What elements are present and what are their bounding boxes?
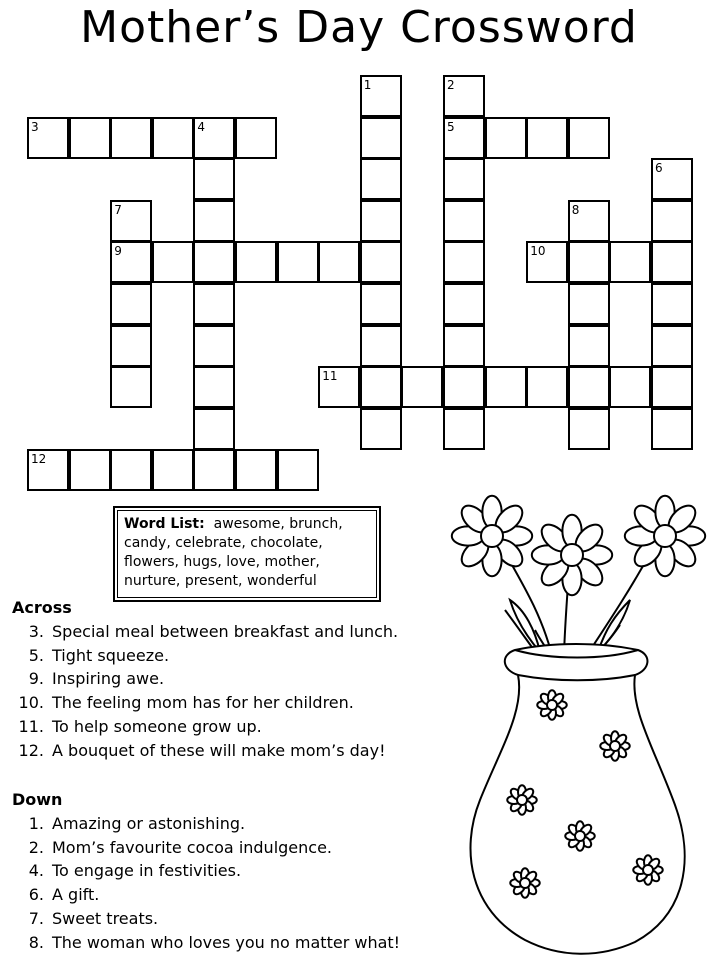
clue-number: 7. xyxy=(28,908,44,928)
crossword-cell[interactable] xyxy=(110,117,152,159)
crossword-cell[interactable] xyxy=(443,366,485,408)
crossword-cell[interactable] xyxy=(152,449,194,491)
crossword-cell[interactable] xyxy=(568,325,610,367)
across-clue xyxy=(12,691,462,715)
crossword-cell[interactable] xyxy=(360,200,402,242)
down-clue xyxy=(12,931,462,955)
across-clue xyxy=(12,739,462,763)
crossword-cell[interactable] xyxy=(110,325,152,367)
across-clue xyxy=(12,644,462,668)
clue-number: 10 xyxy=(530,244,546,259)
crossword-cell[interactable] xyxy=(110,241,152,283)
crossword-cell[interactable] xyxy=(443,75,485,117)
word-list-line: flowers, hugs, love, mother, xyxy=(124,554,320,570)
clue-text: A gift. xyxy=(52,885,100,905)
clue-number: 3 xyxy=(31,119,39,134)
clue-number: 5. xyxy=(28,645,44,665)
crossword-cell[interactable] xyxy=(27,449,69,491)
clue-number: 11. xyxy=(18,716,44,736)
crossword-cell[interactable] xyxy=(401,366,443,408)
crossword-cell[interactable] xyxy=(235,449,277,491)
crossword-cell[interactable] xyxy=(193,241,235,283)
page-title: Mother’s Day Crossword xyxy=(80,2,638,53)
crossword-cell[interactable] xyxy=(27,117,69,159)
clue-text: A bouquet of these will make mom’s day! xyxy=(52,740,386,760)
clue-text: To help someone grow up. xyxy=(52,716,262,736)
crossword-cell[interactable] xyxy=(193,366,235,408)
word-list-label: Word List: xyxy=(124,516,205,532)
crossword-cell[interactable] xyxy=(110,200,152,242)
crossword-cell[interactable] xyxy=(526,366,568,408)
crossword-cell[interactable] xyxy=(443,158,485,200)
crossword-cell[interactable] xyxy=(651,325,693,367)
crossword-cell[interactable] xyxy=(651,200,693,242)
crossword-cell[interactable] xyxy=(651,241,693,283)
crossword-cell[interactable] xyxy=(69,449,111,491)
crossword-cell[interactable] xyxy=(193,158,235,200)
clue-number: 5 xyxy=(447,119,455,134)
clue-number: 12 xyxy=(31,452,47,467)
crossword-cell[interactable] xyxy=(360,241,402,283)
clue-text: The feeling mom has for her children. xyxy=(52,693,354,713)
crossword-cell[interactable] xyxy=(568,408,610,450)
clue-number: 1. xyxy=(28,813,44,833)
clue-number: 8 xyxy=(571,202,580,217)
crossword-cell[interactable] xyxy=(110,366,152,408)
crossword-cell[interactable] xyxy=(360,158,402,200)
down-heading: Down xyxy=(12,790,63,809)
crossword-cell[interactable] xyxy=(485,117,527,159)
clue-number: 6 xyxy=(655,161,663,176)
clue-text: Inspiring awe. xyxy=(52,669,165,689)
clue-number: 3. xyxy=(28,621,44,641)
crossword-cell[interactable] xyxy=(360,283,402,325)
crossword-cell[interactable] xyxy=(568,283,610,325)
crossword-cell[interactable] xyxy=(443,117,485,159)
crossword-cell[interactable] xyxy=(277,449,319,491)
word-list-line: nurture, present, wonderful xyxy=(124,573,317,589)
bouquet-flowers xyxy=(452,496,705,595)
word-list-line: awesome, brunch, xyxy=(213,516,343,532)
crossword-cell[interactable] xyxy=(651,283,693,325)
crossword-cell[interactable] xyxy=(360,366,402,408)
crossword-cell[interactable] xyxy=(193,408,235,450)
clue-text: Tight squeeze. xyxy=(52,645,170,665)
crossword-cell[interactable] xyxy=(69,117,111,159)
clue-number: 7 xyxy=(114,202,122,217)
clue-number: 2. xyxy=(28,837,44,857)
crossword-cell[interactable] xyxy=(443,200,485,242)
crossword-cell[interactable] xyxy=(193,200,235,242)
clue-text: Special meal between breakfast and lunch. xyxy=(52,621,399,641)
crossword-cell[interactable] xyxy=(443,241,485,283)
clue-text: Amazing or astonishing. xyxy=(52,813,246,833)
crossword-cell[interactable] xyxy=(443,325,485,367)
crossword-cell[interactable] xyxy=(568,366,610,408)
clue-number: 8. xyxy=(28,932,44,952)
crossword-cell[interactable] xyxy=(651,158,693,200)
clue-number: 2 xyxy=(447,78,455,92)
clue-text: Sweet treats. xyxy=(52,908,159,928)
clue-number: 1 xyxy=(363,78,372,92)
clue-number: 9. xyxy=(28,669,44,689)
crossword-cell[interactable] xyxy=(360,325,402,367)
crossword-cell[interactable] xyxy=(193,325,235,367)
crossword-cell[interactable] xyxy=(568,117,610,159)
crossword-cell[interactable] xyxy=(110,283,152,325)
flower-vase-illustration xyxy=(440,480,710,957)
crossword-cell[interactable] xyxy=(485,366,527,408)
crossword-cell[interactable] xyxy=(568,200,610,242)
crossword-cell[interactable] xyxy=(360,117,402,159)
down-clue xyxy=(12,883,462,907)
crossword-cell[interactable] xyxy=(651,366,693,408)
clue-number: 11 xyxy=(322,369,338,384)
crossword-cell[interactable] xyxy=(526,117,568,159)
down-clues xyxy=(12,788,462,955)
word-list-box xyxy=(113,506,381,602)
clue-number: 12. xyxy=(18,740,44,760)
clue-text: Mom’s favourite cocoa indulgence. xyxy=(52,837,333,857)
down-clue xyxy=(12,812,462,836)
clue-text: The woman who loves you no matter what! xyxy=(52,932,401,952)
crossword-cell[interactable] xyxy=(152,241,194,283)
crossword-cell[interactable] xyxy=(443,283,485,325)
crossword-cell[interactable] xyxy=(568,241,610,283)
crossword-cell[interactable] xyxy=(318,366,360,408)
crossword-cell[interactable] xyxy=(526,241,568,283)
crossword-cell[interactable] xyxy=(277,241,319,283)
word-list-line: candy, celebrate, chocolate, xyxy=(124,535,323,551)
across-heading: Across xyxy=(12,598,72,617)
crossword-cell[interactable] xyxy=(152,117,194,159)
crossword-cell[interactable] xyxy=(443,408,485,450)
crossword-cell[interactable] xyxy=(193,283,235,325)
down-clue xyxy=(12,859,462,883)
clue-text: To engage in festivities. xyxy=(52,861,242,881)
down-clue xyxy=(12,836,462,860)
crossword-cell[interactable] xyxy=(193,449,235,491)
clue-number: 6. xyxy=(28,885,44,905)
across-clue xyxy=(12,715,462,739)
crossword-cell[interactable] xyxy=(193,117,235,159)
crossword-cell[interactable] xyxy=(651,408,693,450)
crossword-cell[interactable] xyxy=(609,241,651,283)
crossword-cell[interactable] xyxy=(360,75,402,117)
clue-number: 9 xyxy=(114,244,122,259)
clue-number: 4. xyxy=(28,861,44,881)
crossword-cell[interactable] xyxy=(360,408,402,450)
crossword-cell[interactable] xyxy=(609,366,651,408)
crossword-cell[interactable] xyxy=(318,241,360,283)
crossword-cell[interactable] xyxy=(235,117,277,159)
across-clue xyxy=(12,667,462,691)
clue-number: 4 xyxy=(197,119,206,134)
crossword-cell[interactable] xyxy=(110,449,152,491)
across-clues xyxy=(12,596,462,763)
crossword-cell[interactable] xyxy=(235,241,277,283)
clue-number: 10. xyxy=(18,693,44,713)
across-clue xyxy=(12,620,462,644)
down-clue xyxy=(12,907,462,931)
